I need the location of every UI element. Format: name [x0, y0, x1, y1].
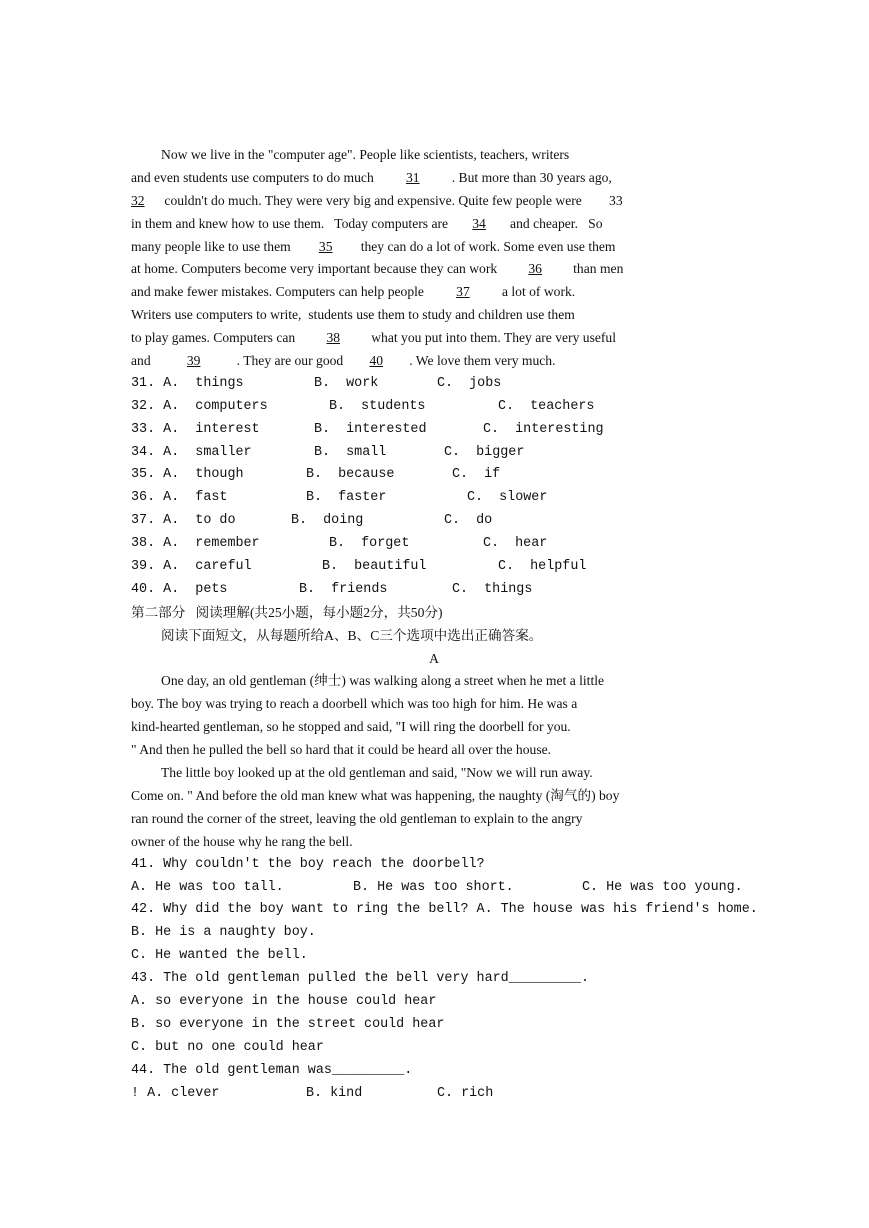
cloze-line-6 [131, 258, 737, 281]
option-b: B. He was too short. [353, 879, 514, 895]
question-41: 41. Why couldn't the boy reach the doorbell? [131, 856, 485, 872]
question-number: 35. [131, 467, 156, 483]
cloze-text: . But more than 30 years ago, [451, 169, 612, 185]
question-43-option-a: A. so everyone in the house could hear [131, 993, 437, 1009]
blank-39: 39 [186, 353, 201, 369]
blank-36: 36 [528, 261, 542, 277]
question-35 [131, 464, 737, 487]
question-number: 33. [131, 421, 156, 437]
question-42-option-c: C. He wanted the bell. [131, 948, 308, 964]
option-a: A. computers [163, 398, 268, 414]
question-42: 42. Why did the boy want to ring the bell? A. The house was his friend's home. [131, 902, 758, 918]
option-b: B. beautiful [322, 559, 427, 575]
reading-passage [131, 670, 737, 853]
question-34 [131, 442, 737, 465]
question-number: 37. [131, 513, 156, 529]
question-43-option-c: C. but no one could hear [131, 1039, 324, 1055]
question-number: 36. [131, 490, 156, 506]
cloze-text: what you put into them. They are very useful [371, 330, 616, 346]
section-heading: 第二部分 阅读理解(共25小题，每小题2分，共50分) [131, 604, 443, 620]
option-a: A. He was too tall. [131, 879, 284, 895]
passage-label: A [429, 650, 439, 666]
question-43: 43. The old gentleman pulled the bell very hard_________. [131, 971, 590, 987]
cloze-text: Writers use computers to write, students use them to study and children use them [131, 307, 575, 323]
passage-line: Come on. " And before the old man knew what was happening, the naughty (淘气的) boy [131, 787, 620, 803]
cloze-text: and make fewer mistakes. Computers can help people [131, 284, 424, 300]
question-37 [131, 510, 737, 533]
option-c: C. things [452, 581, 533, 597]
option-c: C. interesting [483, 421, 604, 437]
blank-35: 35 [318, 238, 333, 254]
cloze-text: couldn't do much. They were very big and expensive. Quite few people were 33 [164, 192, 623, 208]
question-40 [131, 579, 737, 602]
cloze-line-7 [131, 281, 737, 304]
section-instruction: 阅读下面短文，从每题所给A、B、C三个选项中选出正确答案。 [161, 627, 543, 643]
cloze-line-8 [131, 304, 737, 327]
passage-line: kind-hearted gentleman, so he stopped and said, "I will ring the doorbell for you. [131, 719, 571, 735]
question-43-option-b: B. so everyone in the street could hear [131, 1016, 445, 1032]
cloze-text: . They are our good [236, 353, 344, 369]
question-44-options [131, 1083, 737, 1106]
cloze-line-4 [131, 213, 737, 236]
cloze-line-5 [131, 236, 737, 259]
option-b: B. faster [306, 490, 387, 506]
cloze-line-3 [131, 190, 737, 213]
question-number: 34. [131, 444, 156, 460]
cloze-text: and cheaper. So [510, 215, 603, 231]
option-c: C. teachers [498, 398, 595, 414]
option-a: A. smaller [163, 444, 252, 460]
cloze-options [131, 373, 737, 602]
passage-line: ran round the corner of the street, leaving the old gentleman to explain to the angry [131, 810, 583, 826]
blank-37: 37 [456, 284, 470, 300]
option-a: A. fast [163, 490, 228, 506]
question-number: 38. [131, 536, 156, 552]
option-b: B. work [314, 375, 379, 391]
cloze-line-9 [131, 327, 737, 350]
question-39 [131, 556, 737, 579]
passage-line: The little boy looked up at the old gentleman and said, "Now we will run away. [161, 765, 593, 781]
option-a: A. remember [163, 536, 260, 552]
option-a: A. to do [163, 513, 236, 529]
cloze-text: in them and knew how to use them. Today computers are [131, 215, 449, 231]
cloze-text: a lot of work. [501, 284, 576, 300]
option-c: C. do [444, 513, 493, 529]
question-number: 31. [131, 375, 156, 391]
option-b: B. small [314, 444, 387, 460]
question-33 [131, 419, 737, 442]
passage-line: boy. The boy was trying to reach a doorbell which was too high for him. He was a [131, 696, 578, 712]
question-32 [131, 396, 737, 419]
cloze-line-1 [131, 144, 737, 167]
cloze-line-2 [131, 167, 737, 190]
question-number: 32. [131, 398, 156, 414]
question-number: 40. [131, 581, 156, 597]
option-a: A. interest [163, 421, 260, 437]
question-44: 44. The old gentleman was_________. [131, 1062, 413, 1078]
option-c: C. helpful [498, 559, 587, 575]
blank-31: 31 [405, 169, 420, 185]
cloze-text: they can do a lot of work. Some even use them [360, 238, 616, 254]
cloze-text: . We love them very much. [409, 353, 556, 369]
question-number: 39. [131, 559, 156, 575]
option-a: ! A. clever [131, 1085, 220, 1101]
option-a: A. things [163, 375, 244, 391]
passage-line: owner of the house why he rang the bell. [131, 833, 353, 849]
cloze-text: than men [573, 261, 624, 277]
blank-32: 32 [131, 192, 145, 208]
option-b: B. kind [306, 1085, 363, 1101]
option-c: C. jobs [437, 375, 502, 391]
cloze-text: and even students use computers to do much [131, 169, 374, 185]
blank-40: 40 [369, 353, 384, 369]
question-36 [131, 487, 737, 510]
cloze-passage [131, 144, 737, 373]
blank-34: 34 [472, 215, 486, 231]
option-b: B. friends [299, 581, 388, 597]
option-a: A. careful [163, 559, 252, 575]
option-c: C. if [452, 467, 501, 483]
option-b: B. forget [329, 536, 410, 552]
cloze-text: many people like to use them [131, 238, 291, 254]
option-b: B. interested [314, 421, 427, 437]
exam-page [131, 144, 758, 1105]
blank-38: 38 [326, 330, 341, 346]
cloze-text: at home. Computers become very important because they can work [131, 261, 498, 277]
option-c: C. slower [467, 490, 548, 506]
cloze-text: Now we live in the "computer age". People like scientists, teachers, writers [161, 147, 570, 162]
reading-questions [131, 854, 758, 1106]
option-b: B. because [306, 467, 395, 483]
option-a: A. pets [163, 581, 228, 597]
cloze-text: and [131, 353, 151, 369]
question-42-option-b: B. He is a naughty boy. [131, 925, 316, 941]
option-c: C. He was too young. [582, 879, 743, 895]
passage-line: " And then he pulled the bell so hard that it could be heard all over the house. [131, 742, 552, 758]
question-38 [131, 533, 737, 556]
option-c: C. rich [437, 1085, 494, 1101]
option-b: B. students [329, 398, 426, 414]
option-c: C. bigger [444, 444, 525, 460]
option-a: A. though [163, 467, 244, 483]
question-31 [131, 373, 737, 396]
passage-line: One day, an old gentleman (绅士) was walking along a street when he met a little [161, 673, 605, 689]
question-41-options [131, 877, 743, 900]
option-c: C. hear [483, 536, 548, 552]
cloze-text: to play games. Computers can [131, 330, 296, 346]
option-b: B. doing [291, 513, 364, 529]
cloze-line-10 [131, 350, 737, 373]
